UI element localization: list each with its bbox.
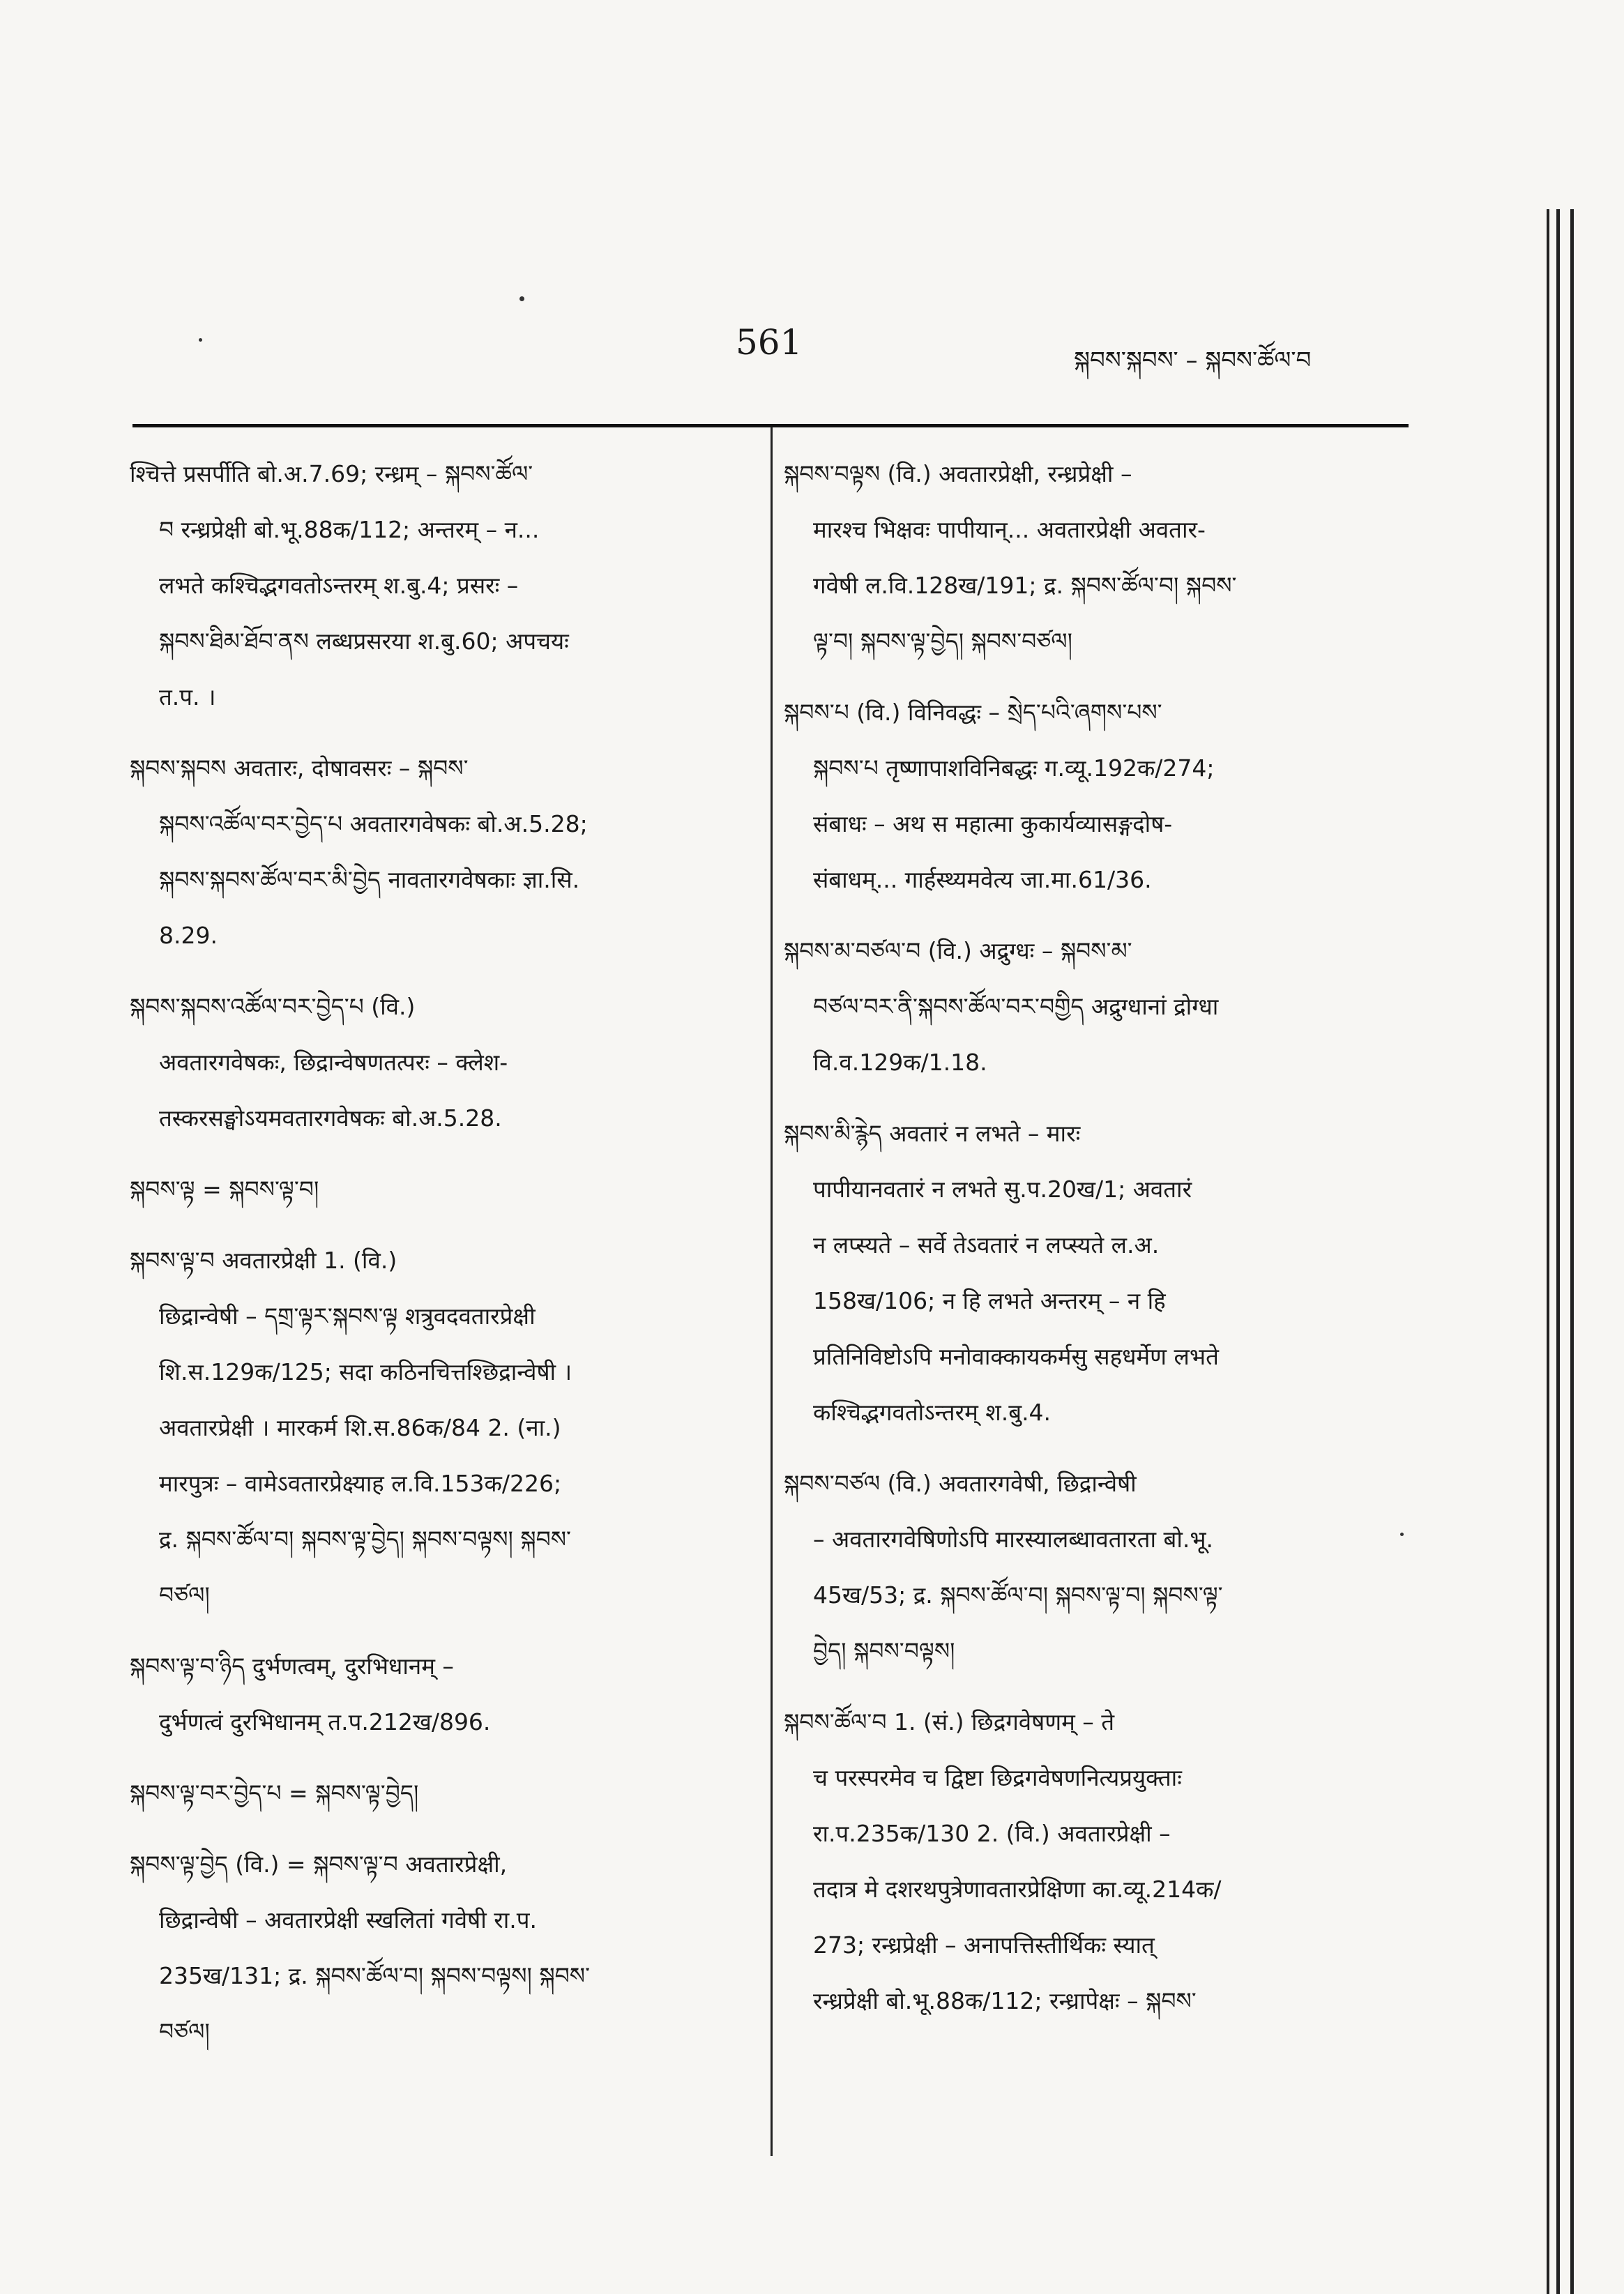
entry-line: तदात्र मे दशरथपुत्रेणावतारप्रेक्षिणा का.व्यू.214क/ [813, 1876, 1222, 1903]
entry-headword-line: སྐབས་ལྟ = སྐབས་ལྟ་བ། [130, 1176, 319, 1203]
dictionary-entry [780, 1106, 1393, 1441]
margin-binding-bars [1547, 209, 1574, 2294]
entry-line: བཙལ། [159, 2018, 210, 2045]
entry-line: त.प. । [159, 683, 216, 711]
entry-line: अवतारप्रेक्षी । मारकर्म शि.स.86क/84 2. (ना.) [159, 1414, 561, 1441]
entry-headword-line: སྐབས་པ (वि.) विनिवद्धः – སྲེད་པའི་ཞགས་པས་ [784, 699, 1162, 726]
entry-line: न लप्स्यते – सर्वे तेऽवतारं न लप्स्यते ल.अ. [813, 1231, 1160, 1259]
entry-line: 235ख/131; द्र. སྐབས་ཚོལ་བ། སྐབས་བལྟས། སྐབས་ [159, 1962, 591, 1989]
entry-line: ལྟ་བ། སྐབས་ལྟ་བྱེད། སྐབས་བཙལ། [813, 628, 1072, 655]
entry-line: दुर्भणत्वं दुरभिधानम् त.प.212ख/896. [159, 1708, 491, 1735]
stray-dot [1400, 1533, 1404, 1536]
entry-line: བྱེད། སྐབས་བལྟས། [813, 1637, 955, 1664]
entry-line: प्रतिनिविष्टोऽपि मनोवाक्कायकर्मसु सहधर्मेण लभते [813, 1343, 1219, 1370]
entry-line: रा.प.235क/130 2. (वि.) अवतारप्रेक्षी – [813, 1820, 1171, 1847]
dictionary-entry [126, 446, 739, 725]
entry-line: गवेषी ल.वि.128ख/191; द्र. སྐབས་ཚོལ་བ། སྐབས་ [813, 572, 1237, 599]
entry-line: 8.29. [159, 922, 218, 949]
entry-line: 158ख/106; न हि लभते अन्तरम् – न हि [813, 1287, 1166, 1314]
dictionary-entry [780, 685, 1393, 908]
entry-line: लभते कश्चिद्भगवतोऽन्तरम् श.बु.4; प्रसरः – [159, 572, 519, 599]
column-divider [771, 427, 773, 2156]
dictionary-entry [126, 1639, 739, 1750]
right-column [780, 446, 1393, 2044]
entry-line: བ रन्ध्रप्रेक्षी बो.भू.88क/112; अन्तरम् – न... [159, 516, 540, 543]
entry-line: रन्ध्रप्रेक्षी बो.भू.88क/112; रन्ध्रापेक्षः – སྐབས་ [813, 1987, 1197, 2014]
dictionary-entry [780, 1694, 1393, 2029]
entry-headword-line: སྐབས་བཙལ (वि.) अवतारगवेषी, छिद्रान्वेषी [784, 1470, 1137, 1497]
entry-line: སྐབས་ཐིམ་ཐོབ་ནས लब्धप्रसरया श.बु.60; अपचयः [159, 628, 569, 655]
dictionary-entry [126, 1162, 739, 1217]
entry-headword-line: སྐབས་ལྟ་བར་བྱེད་པ = སྐབས་ལྟ་བྱེད། [130, 1779, 419, 1807]
dictionary-entry [780, 1456, 1393, 1679]
dictionary-entry [126, 1837, 739, 2060]
page-number: 561 [736, 322, 803, 363]
entry-line: मारश्च भिक्षवः पापीयान्... अवतारप्रेक्षी अवतार- [813, 516, 1206, 543]
entry-headword-line: श्चित्ते प्रसर्पीति बो.अ.7.69; रन्ध्रम् – སྐབས་ཚོལ་ [130, 460, 533, 487]
entry-headword-line: སྐབས་སྐབས अवतारः, दोषावसरः – སྐབས་ [130, 754, 469, 782]
entry-headword-line: སྐབས་སྐབས་འཚོལ་བར་བྱེད་པ (वि.) [130, 993, 416, 1020]
entry-line: पापीयानवतारं न लभते सु.प.20ख/1; अवतारं [813, 1176, 1192, 1203]
entry-line: བཙལ་བར་ནི་སྐབས་ཚོལ་བར་བགྱིད अद्रुग्धानां द्रोग्धा [813, 993, 1219, 1020]
dictionary-entry [780, 923, 1393, 1091]
entry-headword-line: སྐབས་བལྟས (वि.) अवतारप्रेक्षी, रन्ध्रप्रेक्षी – [784, 460, 1132, 487]
left-column [126, 446, 739, 2075]
entry-line: छिद्रान्वेषी – अवतारप्रेक्षी स्खलितां गवेषी रा.प. [159, 1906, 538, 1934]
entry-line: སྐབས་འཚོལ་བར་བྱེད་པ अवतारगवेषकः बो.अ.5.28; [159, 810, 588, 837]
dictionary-entry [126, 979, 739, 1146]
running-head: སྐབས་སྐབས་ – སྐབས་ཚོལ་བ [1074, 347, 1312, 374]
entry-line: छिद्रान्वेषी – དགྲ་ལྟར་སྐབས་ལྟ शत्रुवदवतारप्रेक्षी [159, 1302, 536, 1330]
entry-line: སྐབས་པ तृष्णापाशविनिबद्धः ग.व्यू.192क/274; [813, 754, 1215, 782]
entry-line: སྐབས་སྐབས་ཚོལ་བར་མི་བྱེད नावतारगवेषकाः ज्ञा.सि. [159, 866, 580, 893]
entry-headword-line: སྐབས་མི་རྙེད अवतारं न लभते – मारः [784, 1120, 1081, 1147]
entry-line: 273; रन्ध्रप्रेक्षी – अनापत्तिस्तीर्थिकः स्यात् [813, 1931, 1155, 1959]
entry-line: अवतारगवेषकः, छिद्रान्वेषणतत्परः – क्लेश- [159, 1049, 508, 1076]
entry-line: द्र. སྐབས་ཚོལ་བ། སྐབས་ལྟ་བྱེད། སྐབས་བལྟས། སྐབས་ [159, 1526, 571, 1553]
dictionary-entry [126, 1233, 739, 1623]
entry-headword-line: སྐབས་ལྟ་བ་ཉིད दुर्भणत्वम्, दुरभिधानम् – [130, 1653, 454, 1680]
entry-headword-line: སྐབས་ཚོལ་བ 1. (सं.) छिद्रगवेषणम् – ते [784, 1708, 1115, 1735]
entry-line: བཙལ། [159, 1581, 210, 1609]
entry-line: – अवतारगवेषिणोऽपि मारस्यालब्धावतारता बो.भू. [813, 1526, 1214, 1553]
entry-line: मारपुत्रः – वामेऽवतारप्रेक्ष्याह ल.वि.153क/226; [159, 1470, 562, 1497]
dictionary-entry [780, 446, 1393, 669]
dictionary-entry [126, 740, 739, 964]
stray-dot [199, 338, 202, 342]
entry-line: च परस्परमेव च द्विष्टा छिद्रगवेषणनित्यप्रयुक्ताः [813, 1764, 1182, 1791]
entry-line: संबाधः – अथ स महात्मा कुकार्यव्यासङ्गदोष- [813, 810, 1173, 837]
entry-headword-line: སྐབས་མ་བཙལ་བ (वि.) अद्रुग्धः – སྐབས་མ་ [784, 937, 1132, 964]
entry-line: शि.स.129क/125; सदा कठिनचित्तश्छिद्रान्वेषी । [159, 1358, 572, 1385]
entry-line: तस्करसङ्घोऽयमवतारगवेषकः बो.अ.5.28. [159, 1104, 502, 1132]
entry-headword-line: སྐབས་ལྟ་བ अवतारप्रेक्षी 1. (वि.) [130, 1247, 397, 1274]
entry-line: 45ख/53; द्र. སྐབས་ཚོལ་བ། སྐབས་ལྟ་བ། སྐབས་ལྟ་ [813, 1581, 1223, 1609]
entry-headword-line: སྐབས་ལྟ་བྱེད (वि.) = སྐབས་ལྟ་བ अवतारप्रेक्षी, [130, 1851, 508, 1878]
entry-line: वि.व.129क/1.18. [813, 1049, 987, 1076]
stray-dot [519, 296, 524, 301]
dictionary-entry [126, 1765, 739, 1821]
entry-line: संबाधम्... गार्हस्थ्यमवेत्य जा.मा.61/36. [813, 866, 1152, 893]
entry-line: कश्चिद्भगवतोऽन्तरम् श.बु.4. [813, 1399, 1052, 1426]
